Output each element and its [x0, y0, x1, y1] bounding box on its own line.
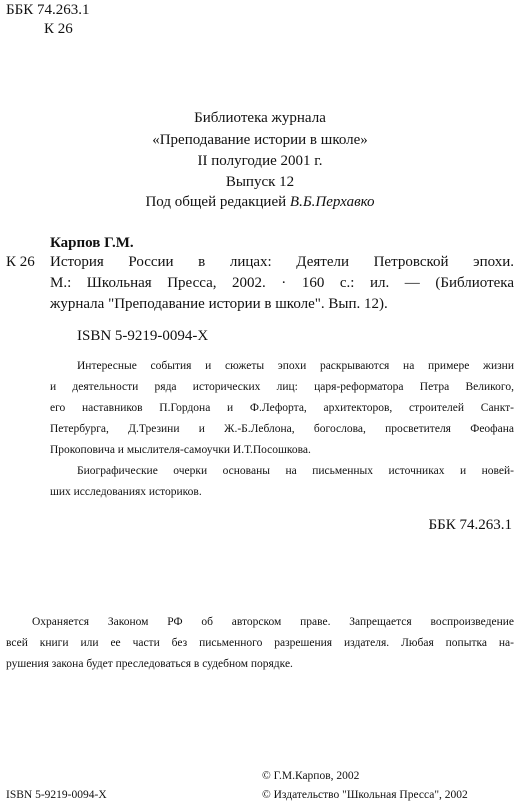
editor-prefix: Под общей редакцией [145, 194, 287, 210]
annotation-p1-line-2: и деятельности ряда исторических лиц: царя-реформатора Петра Великого, [50, 381, 514, 393]
series-line-4: Выпуск 12 [225, 174, 295, 190]
copyright-notice-line-1: Охраняется Законом РФ об авторском праве. Запрещается воспроизведение [32, 616, 514, 628]
copyright-notice-line-2: всей книги или ее части без письменного разрешения издателя. Любая попытка на- [6, 637, 514, 649]
bbk-code-bottom: ББК 74.263.1 [428, 517, 512, 533]
annotation-p2-line-1: Биографические очерки основаны на письменных источниках и новей- [77, 465, 514, 477]
series-line-2: «Преподавание истории в школе» [152, 132, 368, 148]
copyright-author: © Г.М.Карпов, 2002 [262, 770, 360, 782]
catalog-author: Карпов Г.М. [50, 235, 134, 251]
series-line-3: II полугодие 2001 г. [197, 153, 323, 169]
catalog-index: К 26 [6, 254, 35, 270]
catalog-line-2: М.: Школьная Пресса, 2002. · 160 с.: ил. — (Библиотека [50, 275, 514, 291]
copyright-publisher: © Издательство "Школьная Пресса", 2002 [262, 789, 468, 801]
editor-name: В.Б.Перхавко [289, 194, 375, 210]
series-editor-line [0, 192, 520, 213]
annotation-p1-line-5: Прокоповича и мыслителя-самоучки И.Т.Посошкова. [50, 444, 311, 456]
series-line-1: Библиотека журнала [194, 110, 326, 126]
annotation-p1-line-1: Интересные события и сюжеты эпохи раскрываются на примере жизни [77, 360, 514, 372]
catalog-line-3: журнала "Преподавание истории в школе". Вып. 12). [50, 296, 388, 312]
annotation-p1-line-4: Петербурга, Д.Трезини и Ж.-Б.Леблона, богослова, просветителя Феофана [50, 423, 514, 435]
annotation-p1-line-3: его наставников П.Гордона и Ф.Лефорта, архитекторов, строителей Санкт- [50, 402, 514, 414]
annotation-p2-line-2: ших исследованиях историков. [50, 486, 202, 498]
author-index-top: К 26 [44, 21, 73, 37]
catalog-isbn: ISBN 5-9219-0094-X [77, 328, 209, 344]
bbk-code-top: ББК 74.263.1 [6, 2, 90, 18]
copyright-notice-line-3: рушения закона будет преследоваться в судебном порядке. [6, 658, 293, 670]
footer-isbn: ISBN 5-9219-0094-X [6, 789, 107, 801]
catalog-line-1: История России в лицах: Деятели Петровской эпохи. [50, 254, 514, 270]
